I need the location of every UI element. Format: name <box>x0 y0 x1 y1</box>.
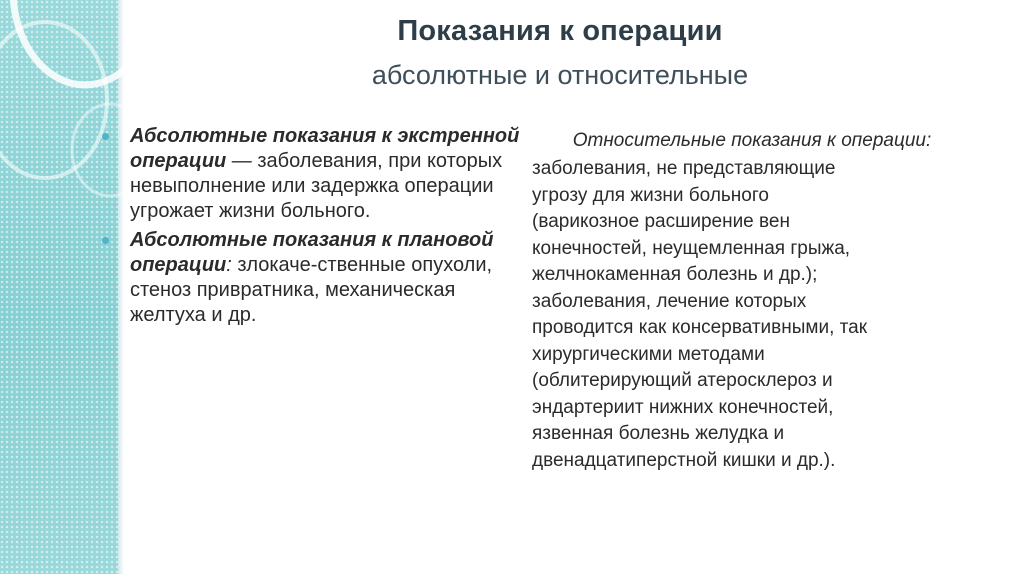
right-column <box>532 128 972 474</box>
planned-indications-term: Абсолютные показания к плановой операции <box>130 229 494 276</box>
relative-indications-line: (варикозное расширение вен <box>532 211 790 232</box>
planned-indications-definition: злокаче-ственные опухоли, стеноз привратника, механическая желтуха и др. <box>130 254 493 326</box>
relative-indications-line: заболевания, не представляющие <box>532 158 836 179</box>
title-block <box>200 14 920 92</box>
relative-indications-line: угрозу для жизни больного <box>532 184 769 206</box>
emergency-indications-definition: — заболевания, при которых невыполнение или задержка операции угрожает жизни больного. <box>130 150 503 222</box>
bullet-dot-icon <box>102 133 109 140</box>
bullet-dot-icon <box>102 237 109 244</box>
relative-indications-line: проводится как консервативными, так <box>532 317 868 338</box>
relative-indications-line: язвенная болезнь желудка и <box>532 423 785 444</box>
relative-indications-heading: Относительные показания к операции: <box>572 130 932 151</box>
slide-title: Показания к операции <box>397 15 723 47</box>
slide-subtitle: абсолютные и относительные <box>371 60 749 90</box>
relative-indications-line: двенадцатиперстной кишки и др.). <box>532 449 836 471</box>
relative-indications-line: (облитерирующий атеросклероз и <box>532 370 833 391</box>
left-column <box>100 124 520 332</box>
bullet-item-planned <box>100 228 520 328</box>
relative-indications-line: эндартериит нижних конечностей, <box>532 396 834 418</box>
relative-indications-line: хирургическими методами <box>532 343 765 365</box>
planned-indications-colon: : <box>226 254 232 276</box>
emergency-indications-term: Абсолютные показания к экстренной операции <box>130 125 520 172</box>
relative-indications-line: заболевания, лечение которых <box>532 290 807 312</box>
bullet-item-emergency <box>100 124 520 224</box>
relative-indications-line: желчнокаменная болезнь и др.); <box>532 264 818 285</box>
relative-indications-line: конечностей, неущемленная грыжа, <box>532 237 851 259</box>
